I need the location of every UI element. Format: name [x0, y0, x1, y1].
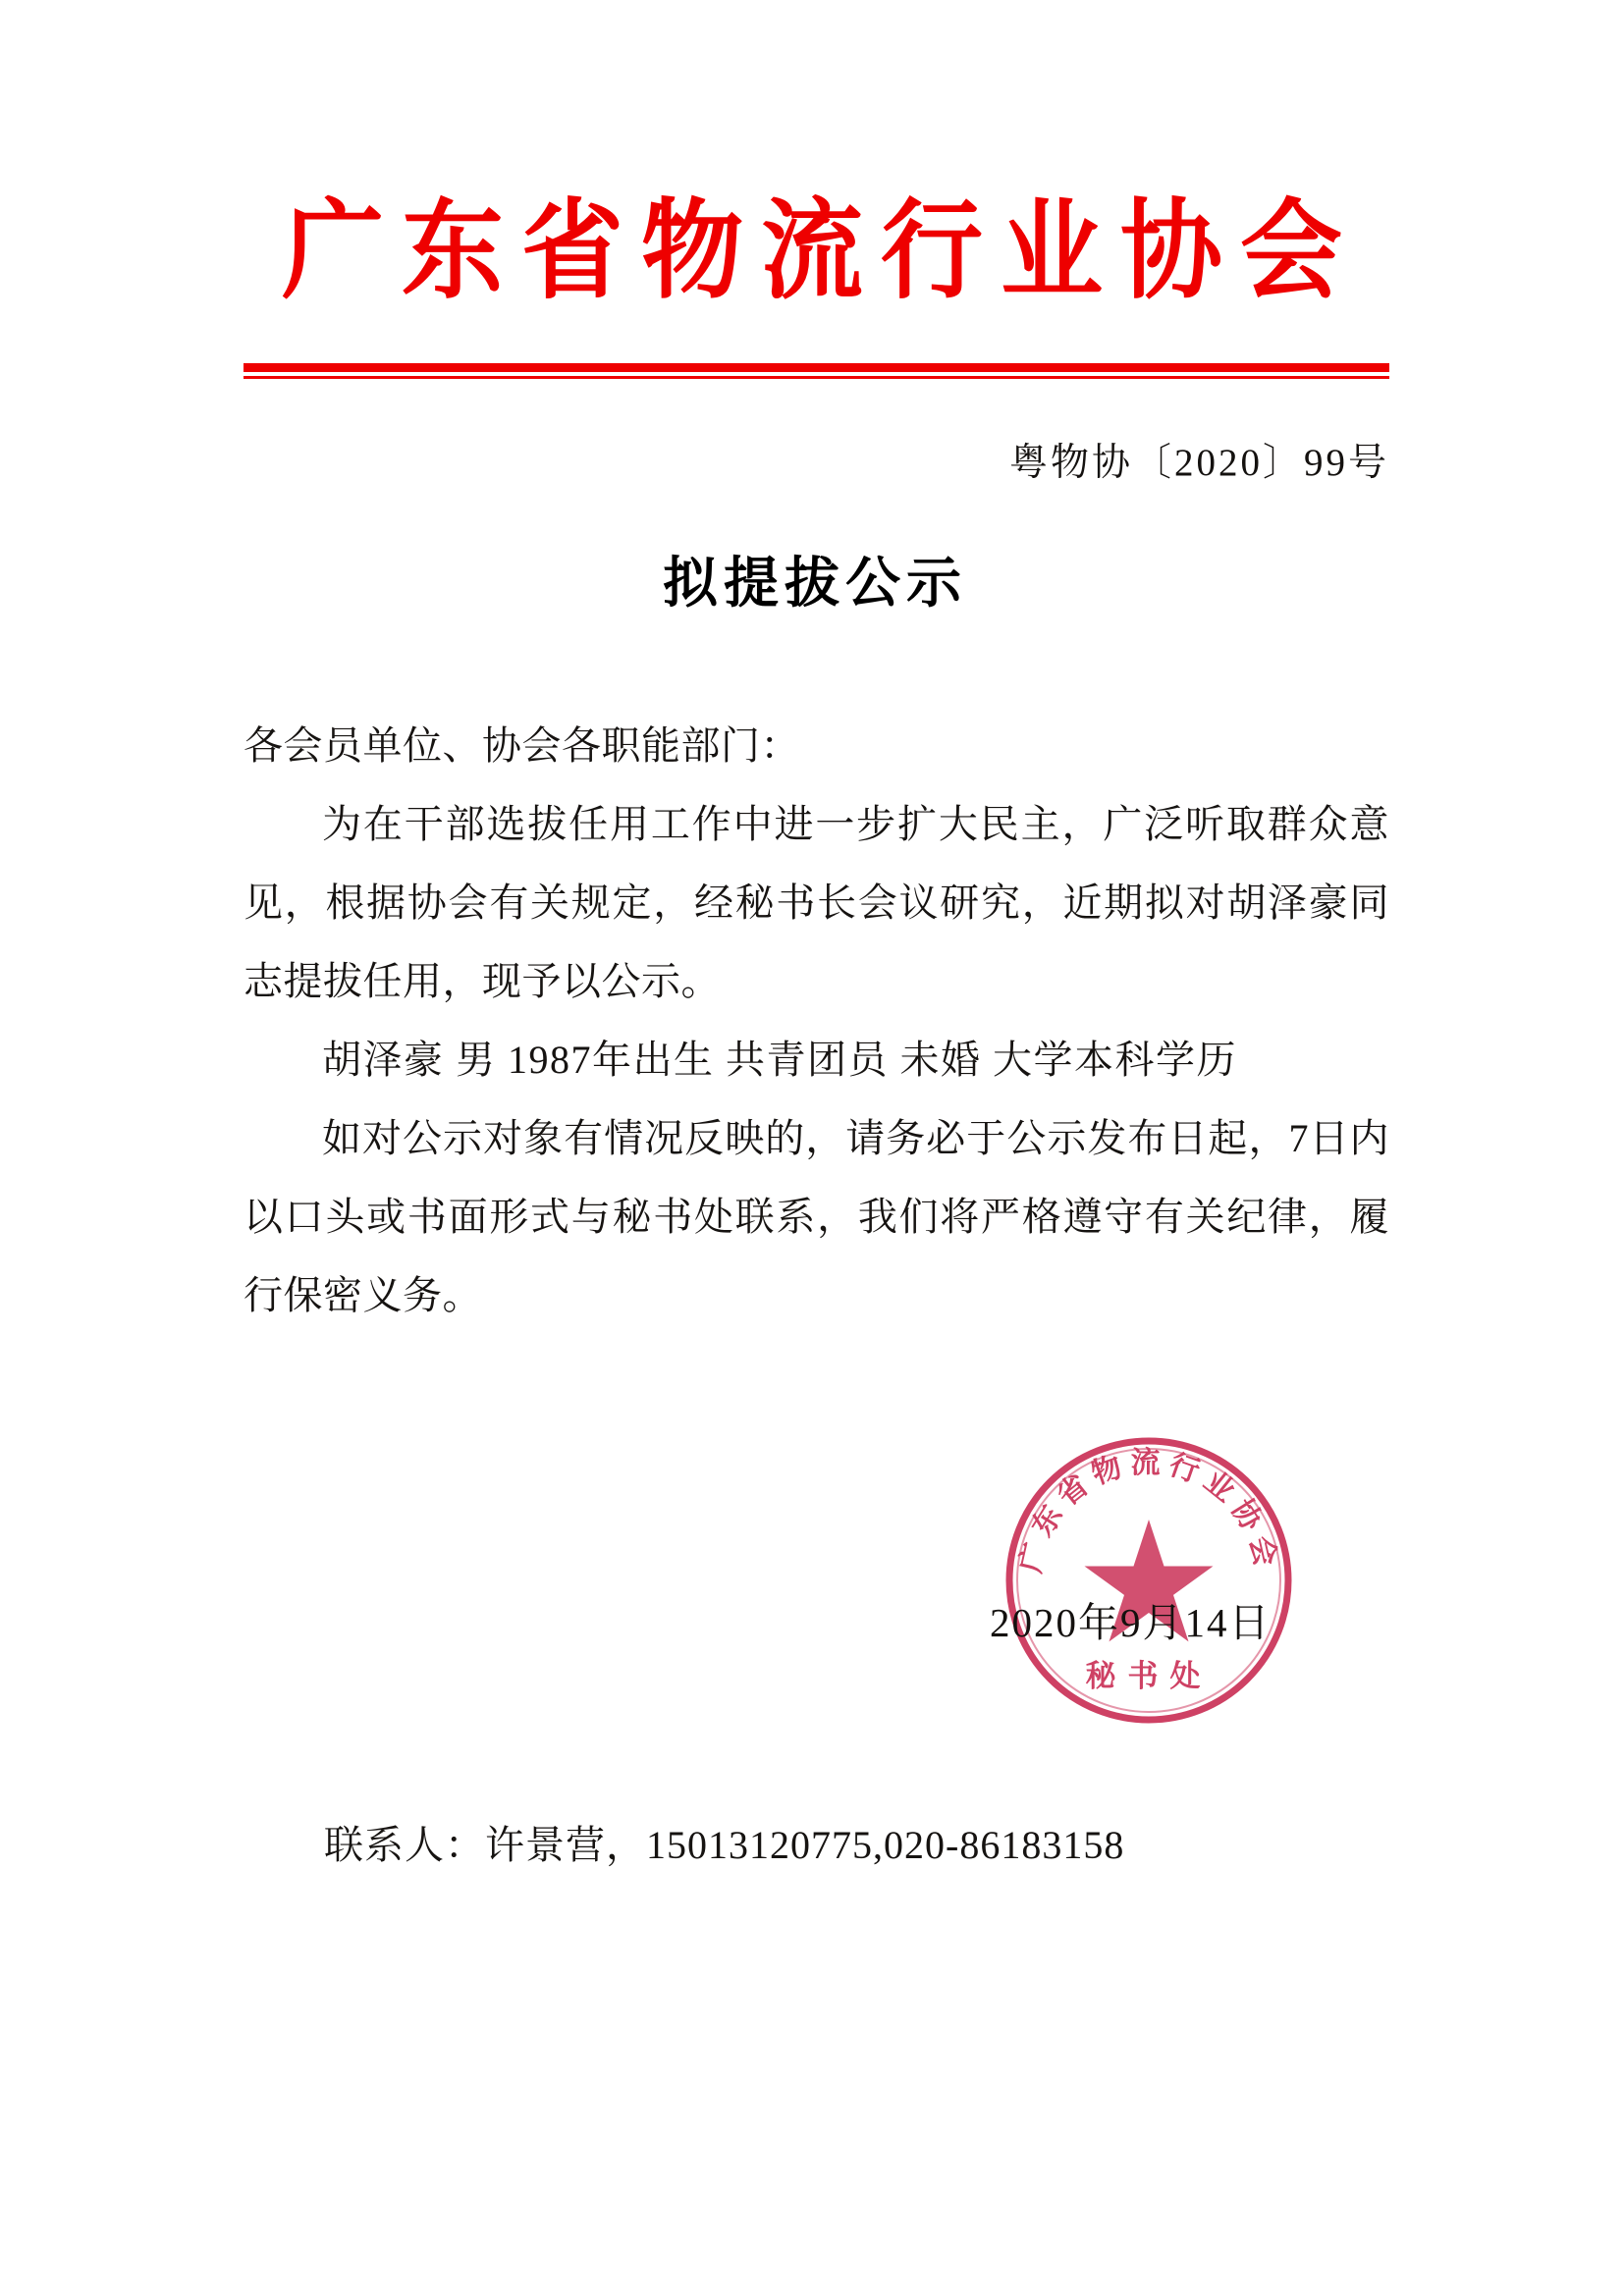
contact-info: 联系人：许景营，15013120775,020-86183158 — [324, 1823, 1125, 1867]
issue-date: 2020年9月14日 — [990, 1600, 1272, 1645]
letterhead-rule — [244, 363, 1389, 379]
seal-arc-text: 广东省物流行业协会 — [1014, 1447, 1283, 1576]
seal-and-date — [962, 1423, 1414, 1777]
body-paragraph-1: 为在干部选拔任用工作中进一步扩大民主，广泛听取群众意见，根据协会有关规定，经秘书长会议研究，近期拟对胡泽豪同志提拔任用，现予以公示。 — [244, 802, 1389, 1003]
document-title: 拟提拔公示 — [663, 554, 967, 614]
salutation: 各会员单位、协会各职能部门： — [244, 723, 800, 768]
letterhead — [0, 192, 1624, 312]
rule-thick-line — [244, 363, 1389, 372]
document-body — [244, 707, 1389, 1335]
document-number: 粤物协〔2020〕99号 — [1008, 442, 1389, 484]
candidate-info-line: 胡泽豪 男 1987年出生 共青团员 未婚 大学本科学历 — [322, 1038, 1237, 1082]
organization-name: 广东省物流行业协会 — [281, 192, 1360, 312]
rule-thin-line — [244, 376, 1389, 379]
official-seal-icon — [1001, 1433, 1296, 1728]
body-paragraph-3: 如对公示对象有情况反映的，请务必于公示发布日起，7日内以口头或书面形式与秘书处联系，我们将严格遵守有关纪律，履行保密义务。 — [244, 1116, 1389, 1317]
seal-bottom-text: 秘书处 — [1085, 1659, 1213, 1693]
